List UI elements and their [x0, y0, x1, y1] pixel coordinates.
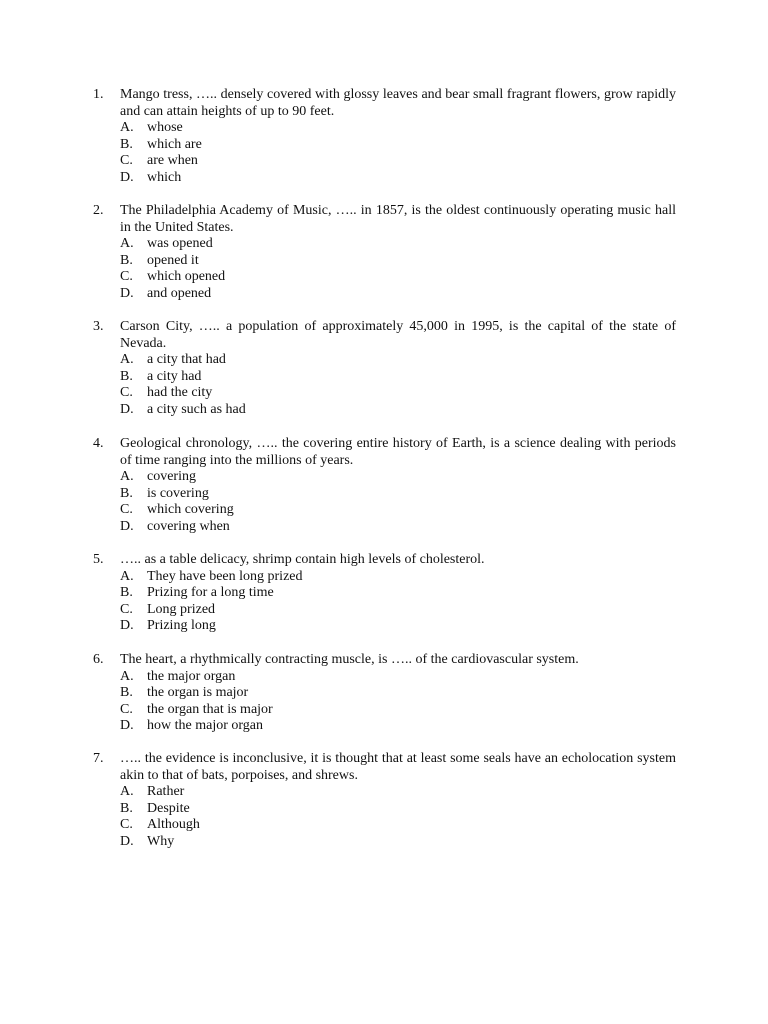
- option-letter: C.: [120, 269, 133, 285]
- answer-options: [120, 120, 676, 186]
- question-2: [93, 203, 676, 303]
- option-text: Prizing for a long time: [147, 585, 274, 601]
- option-text: had the city: [147, 385, 213, 401]
- answer-options: [120, 236, 676, 302]
- option-text: how the major organ: [147, 718, 263, 734]
- answer-option-d: [120, 519, 676, 536]
- option-text: Why: [147, 833, 175, 849]
- answer-option-d: [120, 170, 676, 187]
- option-letter: C.: [120, 385, 133, 401]
- option-letter: B.: [120, 685, 133, 701]
- answer-options: [120, 469, 676, 535]
- option-letter: A.: [120, 352, 134, 368]
- option-text: opened it: [147, 252, 199, 268]
- question-text: Carson City, ….. a population of approximately 45,000 in 1995, is the capital of the state of Nevada.: [120, 319, 676, 351]
- answer-option-a: [120, 669, 676, 686]
- option-letter: B.: [120, 485, 133, 501]
- option-text: Prizing long: [147, 618, 216, 634]
- answer-option-d: [120, 286, 676, 303]
- option-letter: A.: [120, 120, 134, 136]
- answer-options: [120, 569, 676, 635]
- answer-option-b: [120, 253, 676, 270]
- option-text: the major organ: [147, 668, 236, 684]
- option-text: Despite: [147, 800, 190, 816]
- answer-option-b: [120, 585, 676, 602]
- answer-option-b: [120, 369, 676, 386]
- question-body: [120, 203, 676, 303]
- question-7: [93, 751, 676, 851]
- option-text: are when: [147, 153, 198, 169]
- option-text: which are: [147, 136, 202, 152]
- answer-option-b: [120, 486, 676, 503]
- answer-option-c: [120, 385, 676, 402]
- option-text: and opened: [147, 285, 212, 301]
- option-text: whose: [147, 120, 183, 136]
- question-number: 7.: [93, 751, 104, 766]
- option-letter: D.: [120, 718, 134, 734]
- answer-option-c: [120, 702, 676, 719]
- answer-option-c: [120, 153, 676, 170]
- option-text: was opened: [147, 236, 213, 252]
- answer-option-d: [120, 618, 676, 635]
- answer-option-c: [120, 502, 676, 519]
- question-text: The heart, a rhythmically contracting muscle, is ….. of the cardiovascular system.: [120, 652, 579, 667]
- question-3: [93, 319, 676, 419]
- question-6: [93, 652, 676, 735]
- option-text: a city such as had: [147, 401, 246, 417]
- question-4: [93, 436, 676, 536]
- option-text: They have been long prized: [147, 568, 303, 584]
- question-body: [120, 751, 676, 851]
- option-text: which covering: [147, 502, 234, 518]
- question-body: [120, 436, 676, 536]
- option-letter: B.: [120, 585, 133, 601]
- question-body: [120, 652, 676, 735]
- answer-option-a: [120, 469, 676, 486]
- option-letter: D.: [120, 518, 134, 534]
- question-body: [120, 552, 676, 635]
- option-letter: A.: [120, 568, 134, 584]
- answer-option-b: [120, 685, 676, 702]
- option-text: covering when: [147, 518, 230, 534]
- option-text: a city had: [147, 368, 202, 384]
- option-letter: A.: [120, 668, 134, 684]
- answer-option-b: [120, 801, 676, 818]
- answer-option-d: [120, 834, 676, 851]
- answer-option-a: [120, 569, 676, 586]
- question-5: [93, 552, 676, 635]
- question-text: Geological chronology, ….. the covering entire history of Earth, is a science dealing with periods of time ranging into the millions of years.: [120, 436, 676, 468]
- option-letter: C.: [120, 817, 133, 833]
- option-letter: D.: [120, 285, 134, 301]
- option-text: the organ that is major: [147, 701, 273, 717]
- option-letter: C.: [120, 502, 133, 518]
- option-text: Long prized: [147, 601, 216, 617]
- option-letter: B.: [120, 252, 133, 268]
- answer-options: [120, 669, 676, 735]
- option-text: Although: [147, 817, 200, 833]
- question-text: Mango tress, ….. densely covered with glossy leaves and bear small fragrant flowers, grow rapidly and can attain heights of up to 90 feet.: [120, 87, 676, 119]
- option-text: which opened: [147, 269, 226, 285]
- question-body: [120, 319, 676, 419]
- answer-option-b: [120, 137, 676, 154]
- option-letter: D.: [120, 833, 134, 849]
- option-text: Rather: [147, 784, 185, 800]
- answer-options: [120, 784, 676, 850]
- option-letter: C.: [120, 601, 133, 617]
- question-number: 3.: [93, 319, 104, 334]
- option-letter: C.: [120, 153, 133, 169]
- option-letter: B.: [120, 800, 133, 816]
- question-number: 1.: [93, 87, 104, 102]
- option-letter: D.: [120, 169, 134, 185]
- answer-option-c: [120, 269, 676, 286]
- option-letter: A.: [120, 236, 134, 252]
- option-text: is covering: [147, 485, 209, 501]
- answer-option-c: [120, 817, 676, 834]
- option-letter: D.: [120, 401, 134, 417]
- answer-option-c: [120, 602, 676, 619]
- question-body: [120, 87, 676, 187]
- option-letter: D.: [120, 618, 134, 634]
- question-number: 6.: [93, 652, 104, 667]
- question-text: ….. as a table delicacy, shrimp contain high levels of cholesterol.: [120, 552, 485, 567]
- option-text: the organ is major: [147, 685, 249, 701]
- answer-option-a: [120, 236, 676, 253]
- answer-option-a: [120, 784, 676, 801]
- question-number: 4.: [93, 436, 104, 451]
- option-letter: A.: [120, 469, 134, 485]
- question-number: 2.: [93, 203, 104, 218]
- option-letter: B.: [120, 368, 133, 384]
- question-number: 5.: [93, 552, 104, 567]
- option-text: covering: [147, 469, 196, 485]
- question-text: The Philadelphia Academy of Music, ….. in 1857, is the oldest continuously operating music hall in the United States.: [120, 203, 676, 235]
- answer-option-a: [120, 120, 676, 137]
- question-1: [93, 87, 676, 187]
- option-letter: A.: [120, 784, 134, 800]
- question-text: ….. the evidence is inconclusive, it is thought that at least some seals have an echolocation system akin to that of bats, porpoises, and shrews.: [120, 751, 676, 783]
- option-letter: C.: [120, 701, 133, 717]
- answer-option-a: [120, 352, 676, 369]
- answer-option-d: [120, 718, 676, 735]
- option-text: a city that had: [147, 352, 226, 368]
- option-text: which: [147, 169, 182, 185]
- answer-option-d: [120, 402, 676, 419]
- answer-options: [120, 352, 676, 418]
- option-letter: B.: [120, 136, 133, 152]
